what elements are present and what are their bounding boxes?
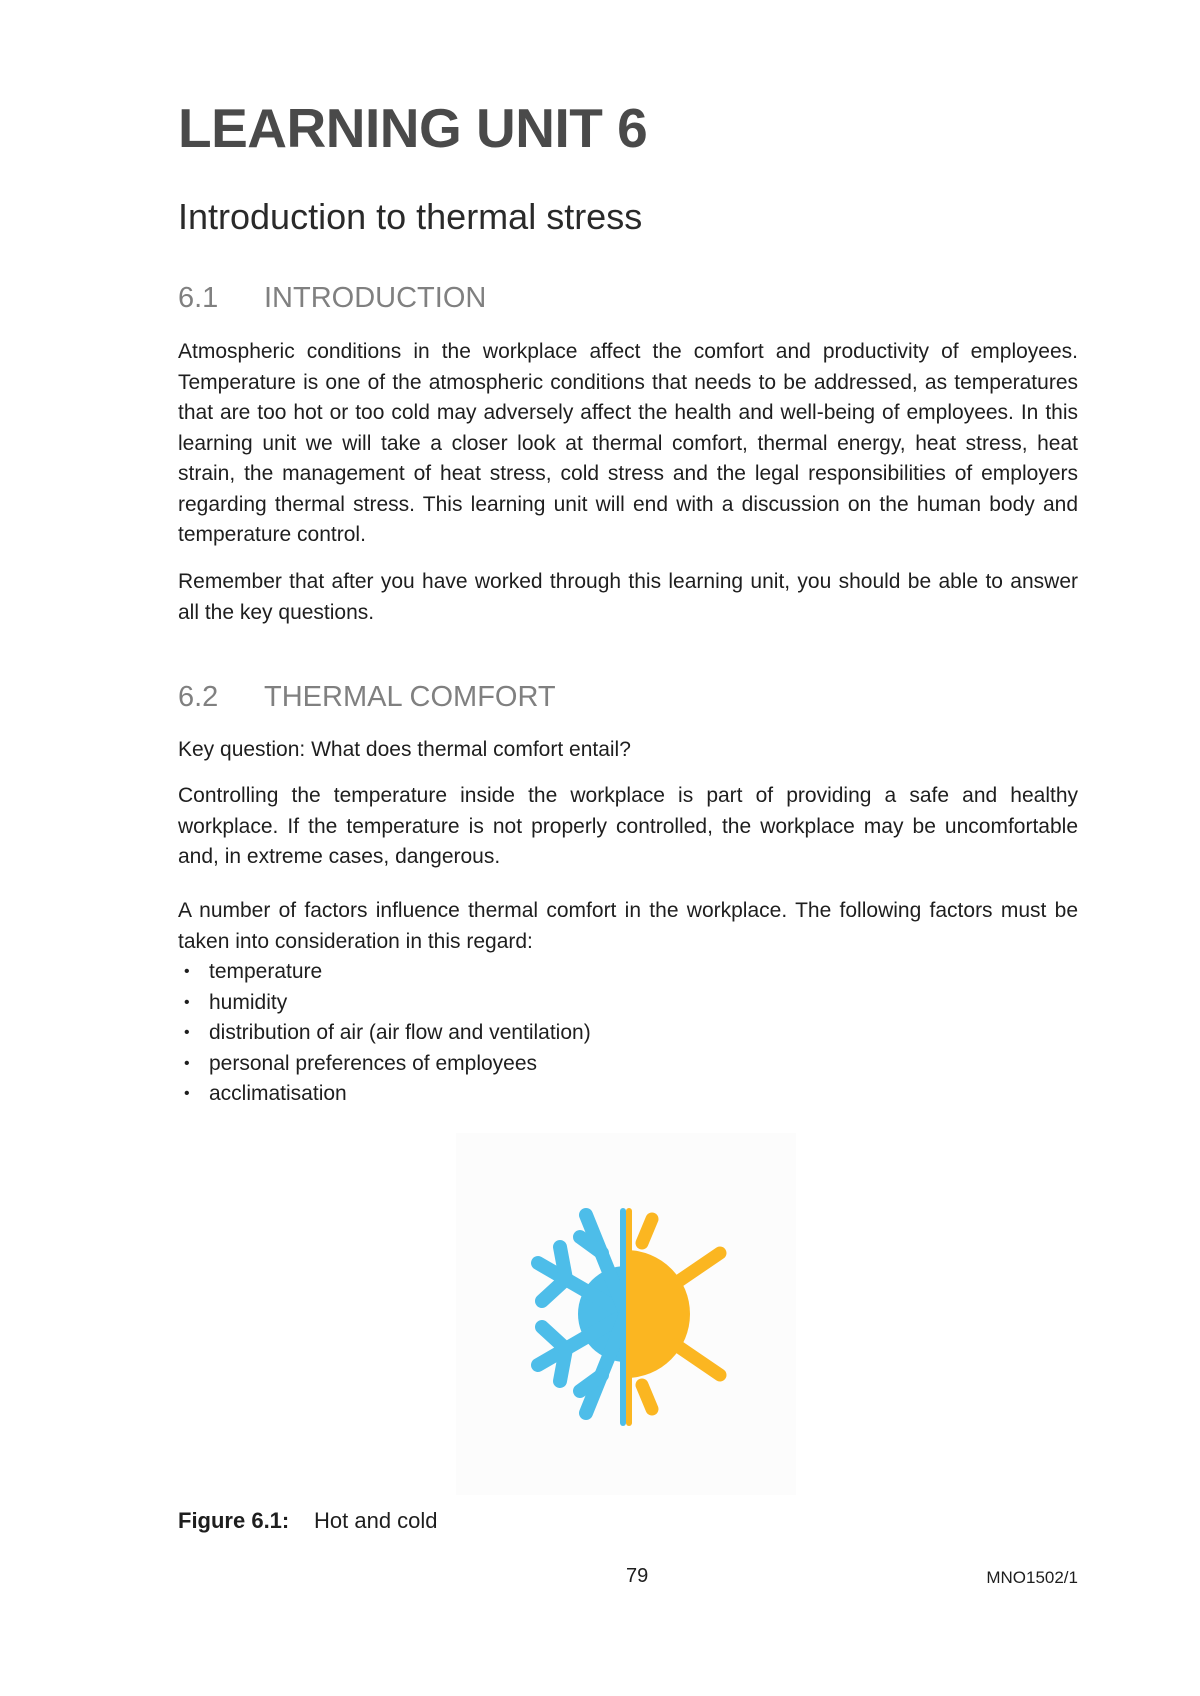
section-number: 6.2 — [178, 681, 219, 713]
bullet-icon: • — [184, 1024, 190, 1042]
section-heading-introduction — [178, 282, 486, 315]
section-heading-thermal-comfort — [178, 681, 556, 714]
course-code: MNO1502/1 — [986, 1568, 1078, 1587]
bullet-icon: • — [184, 1054, 190, 1072]
list-item-text: temperature — [209, 960, 323, 983]
list-item-text: humidity — [209, 990, 288, 1014]
figure-caption-label: Figure 6.1: — [178, 1508, 290, 1533]
factors-paragraph: A number of factors influence thermal comfort in the workplace. The following factors must be taken into consideration in this regard: — [178, 899, 1078, 953]
list-item-text: distribution of air (air flow and ventilation) — [209, 1021, 591, 1045]
figure-caption — [178, 1508, 438, 1534]
unit-subtitle: Introduction to thermal stress — [178, 196, 643, 237]
section-title: INTRODUCTION — [264, 282, 487, 314]
list-item — [178, 1049, 591, 1080]
factors-list — [178, 957, 591, 1110]
figure-caption-text: Hot and cold — [314, 1508, 438, 1533]
list-item — [178, 1018, 591, 1049]
list-item — [178, 1079, 591, 1110]
key-question: Key question: What does thermal comfort entail? — [178, 738, 631, 761]
unit-title: LEARNING UNIT 6 — [178, 97, 648, 159]
page-number: 79 — [626, 1565, 649, 1587]
list-item-text: personal preferences of employees — [209, 1051, 538, 1075]
section-title: THERMAL COMFORT — [264, 681, 556, 713]
bullet-icon: • — [184, 993, 190, 1011]
list-item — [178, 988, 591, 1019]
figure-hot-and-cold — [456, 1133, 796, 1495]
list-item-text: acclimatisation — [209, 1082, 347, 1106]
bullet-icon: • — [184, 1085, 190, 1103]
bullet-icon: • — [184, 963, 190, 980]
snowflake-sun-icon — [456, 1133, 796, 1495]
list-item — [178, 957, 591, 988]
section-number: 6.1 — [178, 282, 219, 314]
intro-paragraph: Atmospheric conditions in the workplace affect the comfort and productivity of employees. Temperature is one of the atmospheric conditions that needs to be addressed, as temperatures that are too hot or too cold may adversely affect the health and well-being of employees. In this learning unit we will take a closer look at thermal comfort, thermal energy, heat stress, heat strain, the management of heat stress, cold stress and the legal responsibilities of employers regarding thermal stress. This learning unit will end with a discussion on the human body and temperature control. — [178, 340, 1078, 546]
temperature-control-paragraph: Controlling the temperature inside the workplace is part of providing a safe and healthy workplace. If the temperature is not properly controlled, the workplace may be uncomfortable and, in extreme cases, dangerous. — [178, 784, 1078, 868]
reminder-paragraph: Remember that after you have worked through this learning unit, you should be able to answer all the key questions. — [178, 570, 1078, 624]
